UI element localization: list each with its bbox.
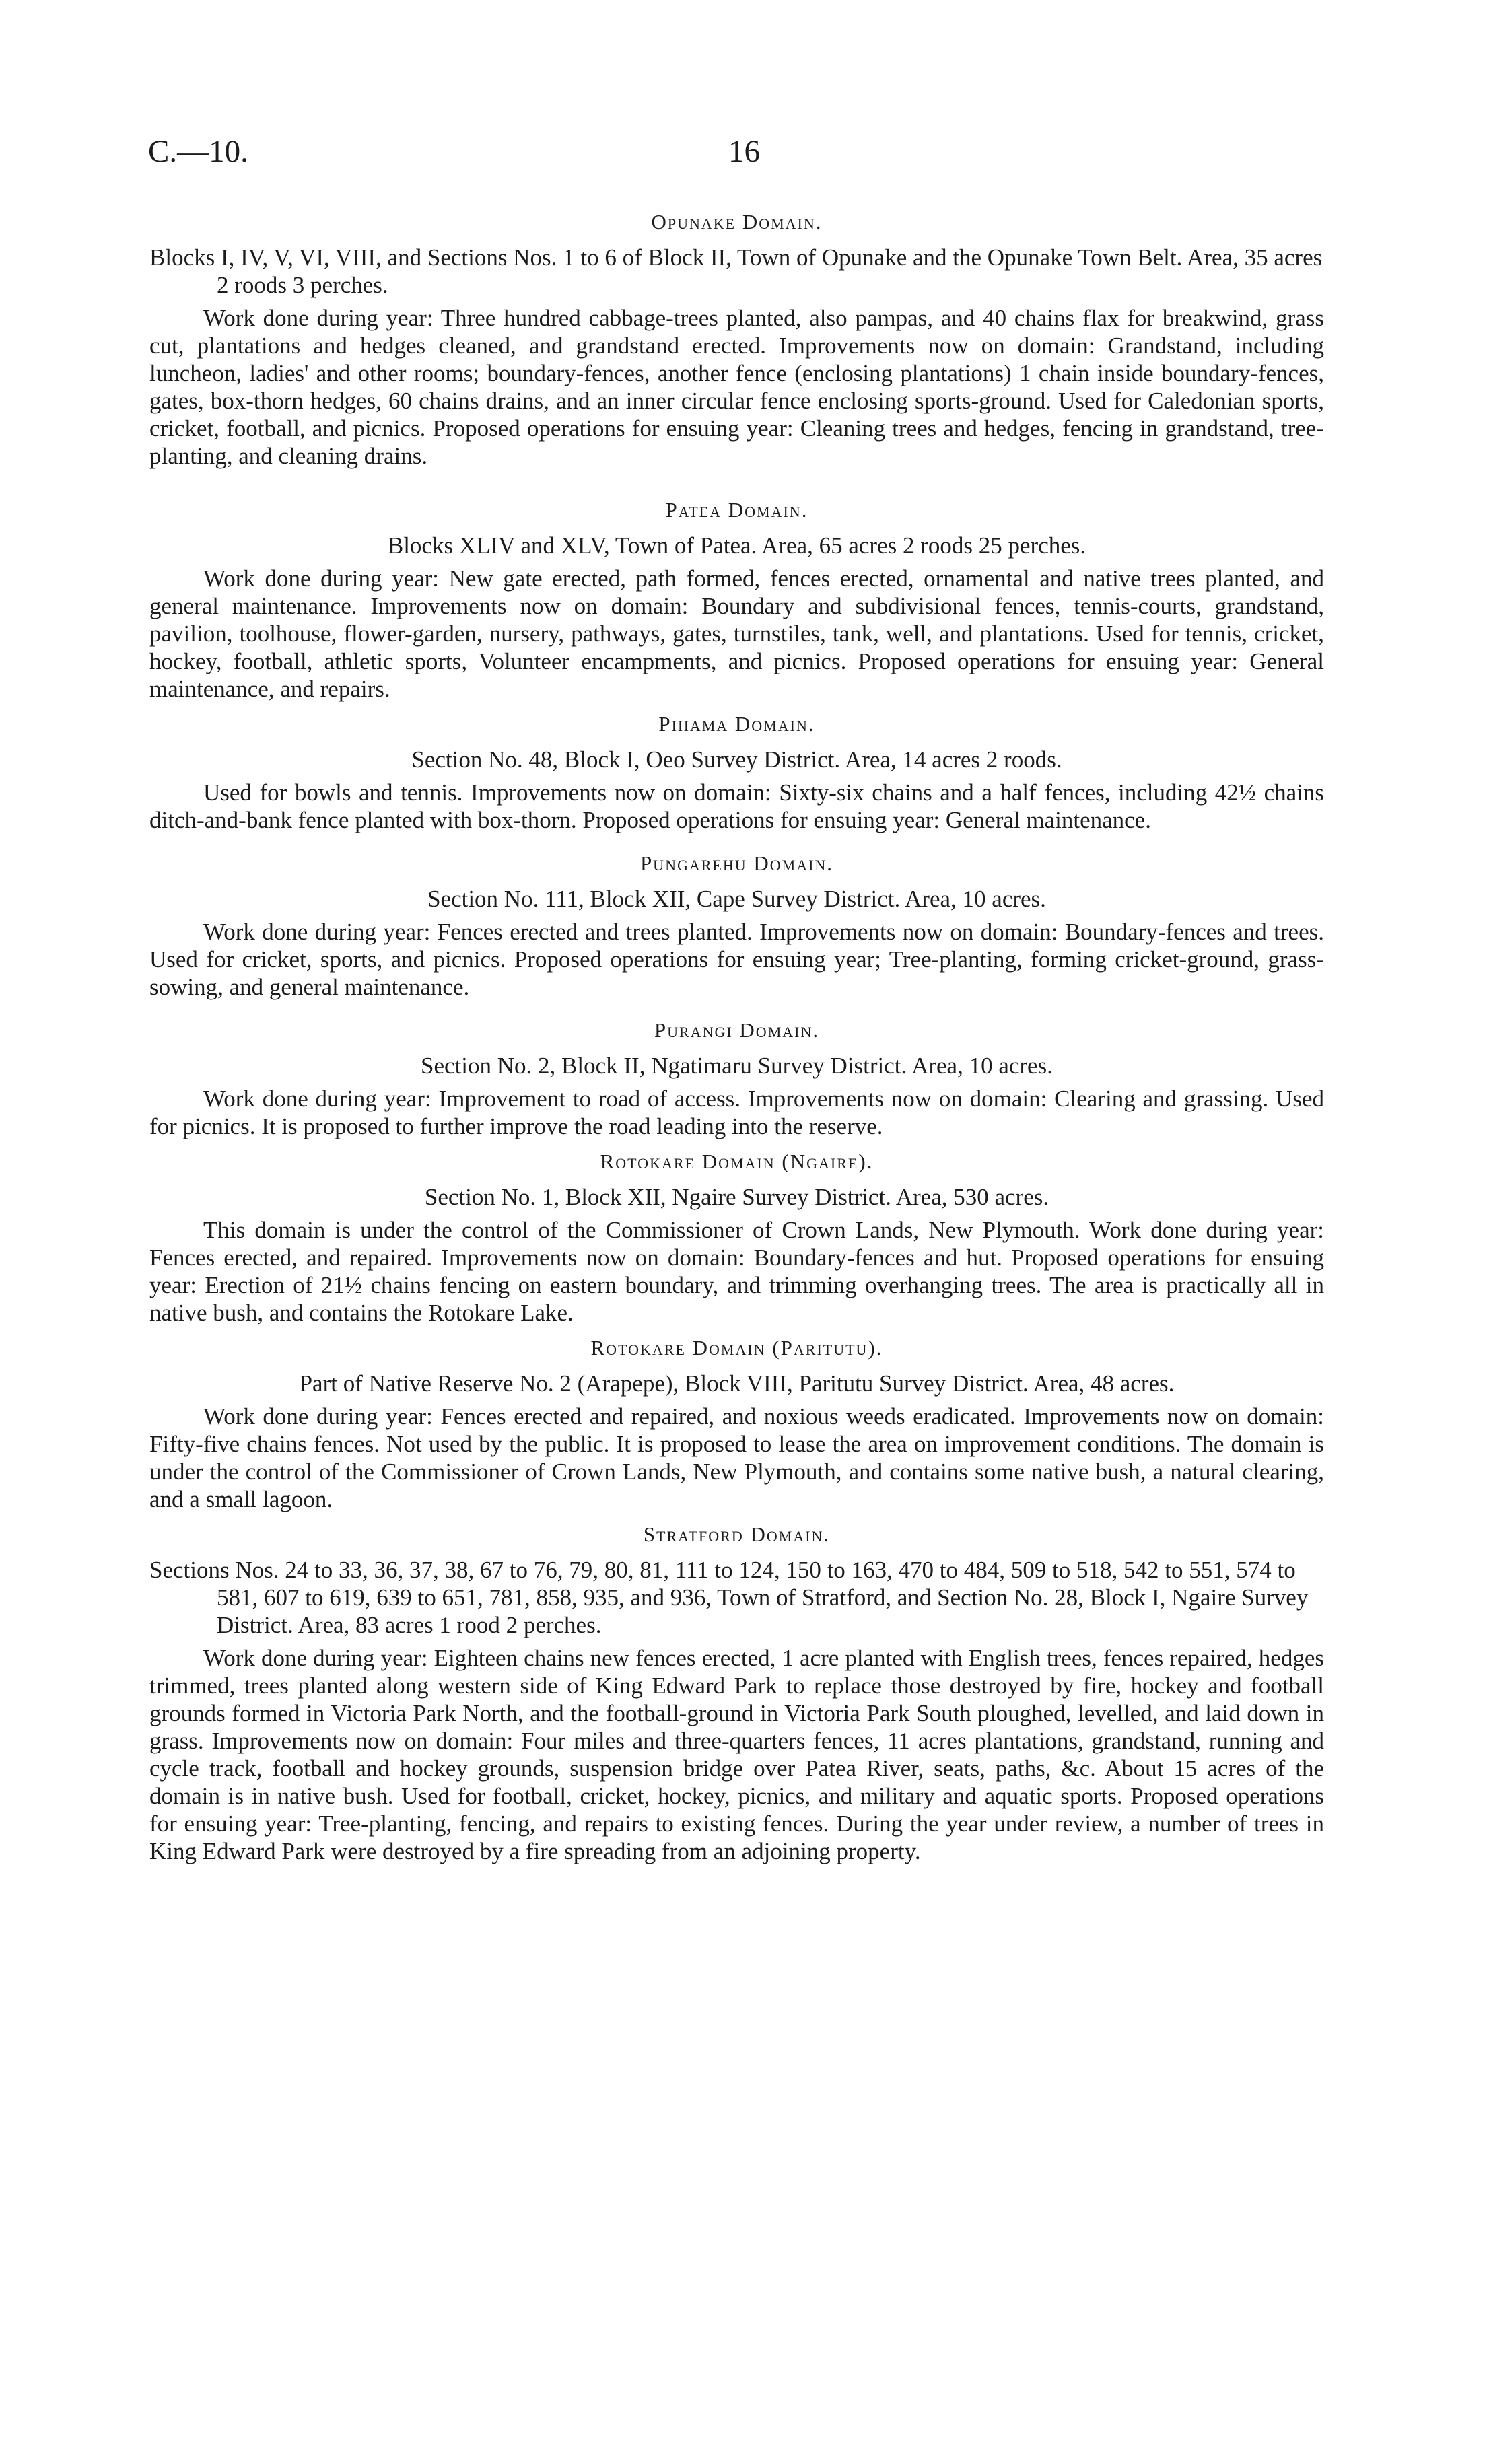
section-stratford-domain <box>149 1522 1324 1865</box>
page-header <box>0 133 1487 180</box>
section-title: Opunake Domain. <box>651 210 823 234</box>
section-rotokare-domain-paritutu <box>149 1336 1324 1513</box>
section-body: Work done during year: Improvement to road of access. Improvements now on domain: Clearing and grassing. Used for picnics. It is proposed to further improve the road leading into the reserve. <box>149 1086 1324 1139</box>
section-body: Work done during year: New gate erected, path formed, fences erected, ornamental and native trees planted, and general maintenance. Improvements now on domain: Boundary and subdivisional fences, tennis-courts, grandstand, pavilion, toolhouse, flower-garden, nursery, pathways, gates, turnstiles, tank, well, and plantations. Used for tennis, cricket, hockey, football, athletic sports, Volunteer encampments, and picnics. Proposed operations for ensuing year: General maintenance, and repairs. <box>149 565 1324 702</box>
section-location: Blocks XLIV and XLV, Town of Patea. Area, 65 acres 2 roods 25 perches. <box>387 532 1086 559</box>
section-patea-domain <box>149 498 1324 703</box>
section-location: Section No. 111, Block XII, Cape Survey District. Area, 10 acres. <box>427 886 1046 912</box>
section-opunake-domain <box>149 210 1324 470</box>
section-body: Work done during year: Three hundred cabbage-trees planted, also pampas, and 40 chains flax for breakwind, grass cut, plantations and hedges cleaned, and grandstand erected. Improvements now on domain: Grandstand, including luncheon, ladies' and other rooms; boundary-fences, another fence (enclosing plantations) 1 chain inside boundary-fences, gates, box-thorn hedges, 60 chains drains, and an inner circular fence enclosing sports-ground. Used for Caledonian sports, cricket, football, and picnics. Proposed operations for ensuing year: Cleaning trees and hedges, fencing in grandstand, tree-planting, and cleaning drains. <box>149 305 1324 469</box>
page-content <box>149 201 1324 1865</box>
section-rotokare-domain-ngaire <box>149 1150 1324 1327</box>
section-title: Rotokare Domain (Paritutu). <box>590 1336 883 1360</box>
section-title: Pungarehu Domain. <box>639 851 834 875</box>
section-pihama-domain <box>149 712 1324 834</box>
section-location: Section No. 48, Block I, Oeo Survey District. Area, 14 acres 2 roods. <box>411 746 1062 773</box>
section-body: This domain is under the control of the Commissioner of Crown Lands, New Plymouth. Work done during year: Fences erected, and repaired. Improvements now on domain: Boundary-fences and hut. Proposed operations for ensuing year: Erection of 21½ chains fencing on eastern boundary, and trimming overhanging trees. The area is practically all in native bush, and contains the Rotokare Lake. <box>149 1217 1324 1326</box>
section-location: Sections Nos. 24 to 33, 36, 37, 38, 67 to 76, 79, 80, 81, 111 to 124, 150 to 163, 470 to 484, 509 to 518, 542 to 551, 574 to 581, 607 to 619, 639 to 651, 781, 858, 935, and 936, Town of Stratford, and Section No. 28, Block I, Ngaire Survey District. Area, 83 acres 1 rood 2 perches. <box>149 1557 1309 1638</box>
section-title: Patea Domain. <box>665 498 808 522</box>
section-title: Pihama Domain. <box>658 712 815 736</box>
section-title: Rotokare Domain (Ngaire). <box>600 1150 874 1173</box>
section-location: Section No. 2, Block II, Ngatimaru Survey District. Area, 10 acres. <box>421 1053 1053 1079</box>
section-title: Stratford Domain. <box>643 1522 831 1546</box>
section-body: Used for bowls and tennis. Improvements now on domain: Sixty-six chains and a half fences, including 42½ chains ditch-and-bank fence planted with box-thorn. Proposed operations for ensuing year: General maintenance. <box>149 779 1324 833</box>
section-title: Purangi Domain. <box>654 1018 820 1042</box>
section-location: Part of Native Reserve No. 2 (Arapepe), Block VIII, Paritutu Survey District. Area, 48 acres. <box>299 1370 1175 1397</box>
section-body: Work done during year: Eighteen chains new fences erected, 1 acre planted with English trees, fences repaired, hedges trimmed, trees planted along western side of King Edward Park to replace those destroyed by fire, hockey and football grounds formed in Victoria Park North, and the football-ground in Victoria Park South ploughed, levelled, and laid down in grass. Improvements now on domain: Four miles and three-quarters fences, 11 acres plantations, grandstand, running and cycle track, football and hockey grounds, suspension bridge over Patea River, seats, paths, &c. About 15 acres of the domain is in native bush. Used for football, cricket, hockey, picnics, and military and aquatic sports. Proposed operations for ensuing year: Tree-planting, fencing, and repairs to existing fences. During the year under review, a number of trees in King Edward Park were destroyed by a fire spreading from an adjoining property. <box>149 1645 1324 1864</box>
document-reference: C.—10. <box>148 134 248 169</box>
section-pungarehu-domain <box>149 851 1324 1001</box>
section-body: Work done during year: Fences erected and repaired, and noxious weeds eradicated. Improvements now on domain: Fifty-five chains fences. Not used by the public. It is proposed to lease the area on improvement conditions. The domain is under the control of the Commissioner of Crown Lands, New Plymouth, and contains some native bush, a natural clearing, and a small lagoon. <box>149 1403 1324 1512</box>
section-body: Work done during year: Fences erected and trees planted. Improvements now on domain: Boundary-fences and trees. Used for cricket, sports, and picnics. Proposed operations for ensuing year; Tree-planting, forming cricket-ground, grass-sowing, and general maintenance. <box>149 919 1324 1000</box>
page-number: 16 <box>728 134 760 169</box>
section-purangi-domain <box>149 1018 1324 1140</box>
section-location: Blocks I, IV, V, VI, VIII, and Sections Nos. 1 to 6 of Block II, Town of Opunake and the Opunake Town Belt. Area, 35 acres 2 roods 3 perches. <box>149 244 1323 298</box>
section-location: Section No. 1, Block XII, Ngaire Survey District. Area, 530 acres. <box>424 1184 1049 1210</box>
